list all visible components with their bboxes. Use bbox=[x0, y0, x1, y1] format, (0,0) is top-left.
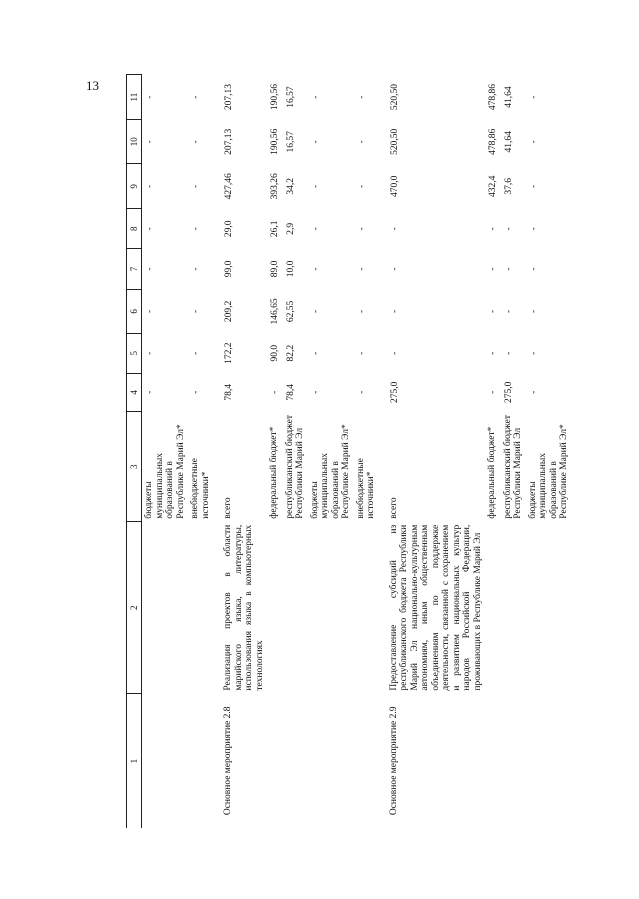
value-cell: - bbox=[356, 184, 367, 188]
activity-code-cell bbox=[485, 694, 501, 828]
column-number-header bbox=[127, 75, 142, 829]
row-spacer bbox=[379, 75, 387, 829]
value-cell: 209,2 bbox=[224, 300, 234, 323]
funding-source-cell: внебюджетные источники* bbox=[190, 458, 211, 519]
value-cell: - bbox=[145, 309, 155, 313]
table-row bbox=[142, 75, 189, 829]
column-header: 5 bbox=[127, 333, 142, 373]
value-cell: - bbox=[356, 309, 367, 313]
activity-name-cell: Реализация проектов в области марийского языка, литературы, использования языка в компьютерных технологиях bbox=[223, 524, 265, 691]
value-cell: 90,0 bbox=[270, 344, 280, 362]
value-cell: 2,9 bbox=[285, 222, 296, 235]
value-cell: - bbox=[488, 390, 498, 394]
column-header: 2 bbox=[127, 522, 142, 694]
value-cell: - bbox=[488, 351, 498, 355]
activity-name-cell bbox=[142, 522, 189, 694]
value-cell: - bbox=[488, 267, 498, 271]
value-cell: - bbox=[503, 227, 514, 231]
table-row bbox=[485, 75, 501, 829]
value-cell: - bbox=[310, 95, 321, 99]
value-cell: 478,86 bbox=[488, 84, 498, 111]
value-cell: 78,4 bbox=[285, 384, 296, 401]
value-cell: 478,86 bbox=[488, 128, 498, 155]
column-header: 10 bbox=[127, 120, 142, 164]
value-cell: - bbox=[528, 390, 539, 394]
table-row bbox=[221, 75, 267, 829]
value-cell: - bbox=[389, 267, 400, 271]
value-cell: - bbox=[191, 95, 201, 99]
value-cell: 78,4 bbox=[224, 384, 234, 401]
value-cell: 470,0 bbox=[389, 175, 400, 198]
funding-source-cell: бюджеты муниципальных образований в Республике Марий Эл* bbox=[309, 424, 351, 519]
table-row bbox=[501, 75, 526, 829]
value-cell: - bbox=[356, 351, 367, 355]
activity-code-cell bbox=[267, 694, 283, 828]
value-cell: 99,0 bbox=[224, 260, 234, 278]
activity-name-cell bbox=[308, 522, 354, 694]
value-cell: 207,13 bbox=[224, 84, 234, 111]
table-row bbox=[526, 75, 572, 829]
value-cell: 520,50 bbox=[389, 84, 400, 111]
value-cell: - bbox=[389, 309, 400, 313]
value-cell: - bbox=[191, 309, 201, 313]
table-row bbox=[267, 75, 283, 829]
value-cell: - bbox=[356, 227, 367, 231]
value-cell: - bbox=[310, 309, 321, 313]
row-spacer-cell bbox=[213, 75, 221, 829]
activity-code-cell bbox=[283, 694, 308, 828]
funding-source-cell: республиканский бюджет Республики Марий Эл bbox=[502, 414, 523, 519]
value-cell: 62,55 bbox=[285, 300, 296, 323]
rotated-page bbox=[126, 74, 636, 828]
table-row bbox=[354, 75, 379, 829]
column-header: 8 bbox=[127, 209, 142, 249]
column-header: 7 bbox=[127, 249, 142, 290]
activity-name-cell bbox=[526, 522, 572, 694]
value-cell: 207,13 bbox=[224, 128, 234, 155]
value-cell: - bbox=[488, 227, 498, 231]
value-cell: - bbox=[488, 309, 498, 313]
value-cell: - bbox=[528, 351, 539, 355]
value-cell: - bbox=[503, 351, 514, 355]
value-cell: 393,26 bbox=[270, 173, 280, 200]
value-cell: 190,56 bbox=[270, 84, 280, 111]
value-cell: - bbox=[145, 95, 155, 99]
value-cell: - bbox=[528, 140, 539, 144]
value-cell: - bbox=[145, 267, 155, 271]
table-row bbox=[283, 75, 308, 829]
value-cell: - bbox=[310, 267, 321, 271]
value-cell: - bbox=[310, 140, 321, 144]
activity-code-cell bbox=[526, 694, 572, 828]
value-cell: - bbox=[356, 267, 367, 271]
value-cell: 41,64 bbox=[503, 86, 514, 108]
value-cell: 275,0 bbox=[503, 381, 514, 404]
value-cell: 16,57 bbox=[285, 131, 296, 153]
value-cell: - bbox=[389, 351, 400, 355]
value-cell: - bbox=[503, 309, 514, 313]
value-cell: - bbox=[528, 184, 539, 188]
value-cell: - bbox=[191, 351, 201, 355]
value-cell: - bbox=[270, 390, 280, 394]
value-cell: - bbox=[145, 227, 155, 231]
value-cell: 82,2 bbox=[285, 344, 296, 362]
funding-source-cell: республиканский бюджет Республики Марий Эл bbox=[284, 414, 305, 519]
column-header: 9 bbox=[127, 164, 142, 209]
value-cell: 41,64 bbox=[503, 131, 514, 153]
table-row bbox=[188, 75, 213, 829]
funding-source-cell: внебюджетные источники* bbox=[355, 458, 376, 519]
value-cell: 432,4 bbox=[488, 175, 498, 198]
value-cell: 172,2 bbox=[224, 342, 234, 364]
activity-code-cell bbox=[188, 694, 213, 828]
value-cell: - bbox=[145, 390, 155, 394]
row-spacer-cell bbox=[379, 75, 387, 829]
activity-code-cell bbox=[142, 694, 189, 828]
activity-name-cell bbox=[501, 522, 526, 694]
value-cell: - bbox=[145, 140, 155, 144]
value-cell: - bbox=[191, 267, 201, 271]
column-header: 6 bbox=[127, 289, 142, 333]
value-cell: 10,0 bbox=[285, 260, 296, 278]
page-number: 13 bbox=[86, 78, 99, 93]
activity-name-cell: Предоставление субсидий из республиканского бюджета Республики Марий Эл национально-культурным автономиям, иным общественным объединениям по поддержке деятельности, связанной с сохранением и развитием национальных культур народов Российской Федерации, проживающих в Республике Марий Эл bbox=[388, 524, 483, 691]
value-cell: 16,57 bbox=[285, 86, 296, 108]
value-cell: 146,65 bbox=[270, 298, 280, 325]
funding-source-cell: бюджеты муниципальных образований в Республике Марий Эл* bbox=[527, 424, 569, 519]
funding-source-cell: бюджеты муниципальных образований в Республике Марий Эл* bbox=[144, 424, 186, 519]
column-header: 1 bbox=[127, 694, 142, 828]
activity-code-cell bbox=[501, 694, 526, 828]
value-cell: - bbox=[356, 390, 367, 394]
budget-table bbox=[126, 74, 572, 828]
value-cell: 520,50 bbox=[389, 128, 400, 155]
value-cell: - bbox=[528, 95, 539, 99]
value-cell: 29,0 bbox=[224, 220, 234, 238]
funding-source-cell: федеральный бюджет* bbox=[487, 426, 497, 519]
activity-code-cell bbox=[308, 694, 354, 828]
value-cell: 89,0 bbox=[270, 260, 280, 278]
column-header: 3 bbox=[127, 412, 142, 522]
value-cell: - bbox=[191, 390, 201, 394]
value-cell: 190,56 bbox=[270, 128, 280, 155]
value-cell: - bbox=[310, 351, 321, 355]
value-cell: 26,1 bbox=[270, 220, 280, 238]
funding-source-cell: всего bbox=[223, 497, 233, 519]
value-cell: 427,46 bbox=[224, 173, 234, 200]
activity-name-cell bbox=[354, 522, 379, 694]
activity-name-cell bbox=[188, 522, 213, 694]
funding-source-cell: федеральный бюджет* bbox=[269, 426, 279, 519]
column-header: 11 bbox=[127, 75, 142, 120]
value-cell: 34,2 bbox=[285, 178, 296, 195]
value-cell: - bbox=[528, 309, 539, 313]
table-row bbox=[387, 75, 486, 829]
activity-name-cell bbox=[267, 522, 283, 694]
activity-code-cell: Основное мероприятие 2.9 bbox=[388, 706, 399, 816]
funding-source-cell: всего bbox=[388, 497, 399, 519]
table-row bbox=[308, 75, 354, 829]
value-cell: - bbox=[503, 267, 514, 271]
activity-code-cell bbox=[354, 694, 379, 828]
row-spacer bbox=[213, 75, 221, 829]
value-cell: - bbox=[145, 351, 155, 355]
value-cell: - bbox=[191, 227, 201, 231]
value-cell: 37,6 bbox=[503, 178, 514, 195]
value-cell: - bbox=[310, 184, 321, 188]
value-cell: - bbox=[191, 140, 201, 144]
value-cell: - bbox=[356, 95, 367, 99]
value-cell: - bbox=[356, 140, 367, 144]
value-cell: - bbox=[310, 227, 321, 231]
value-cell: - bbox=[389, 227, 400, 231]
column-header: 4 bbox=[127, 373, 142, 412]
activity-code-cell: Основное мероприятие 2.8 bbox=[223, 706, 233, 816]
value-cell: - bbox=[191, 184, 201, 188]
activity-name-cell bbox=[283, 522, 308, 694]
activity-name-cell bbox=[485, 522, 501, 694]
value-cell: - bbox=[528, 227, 539, 231]
value-cell: 275,0 bbox=[389, 381, 400, 404]
value-cell: - bbox=[528, 267, 539, 271]
value-cell: - bbox=[310, 390, 321, 394]
value-cell: - bbox=[145, 184, 155, 188]
